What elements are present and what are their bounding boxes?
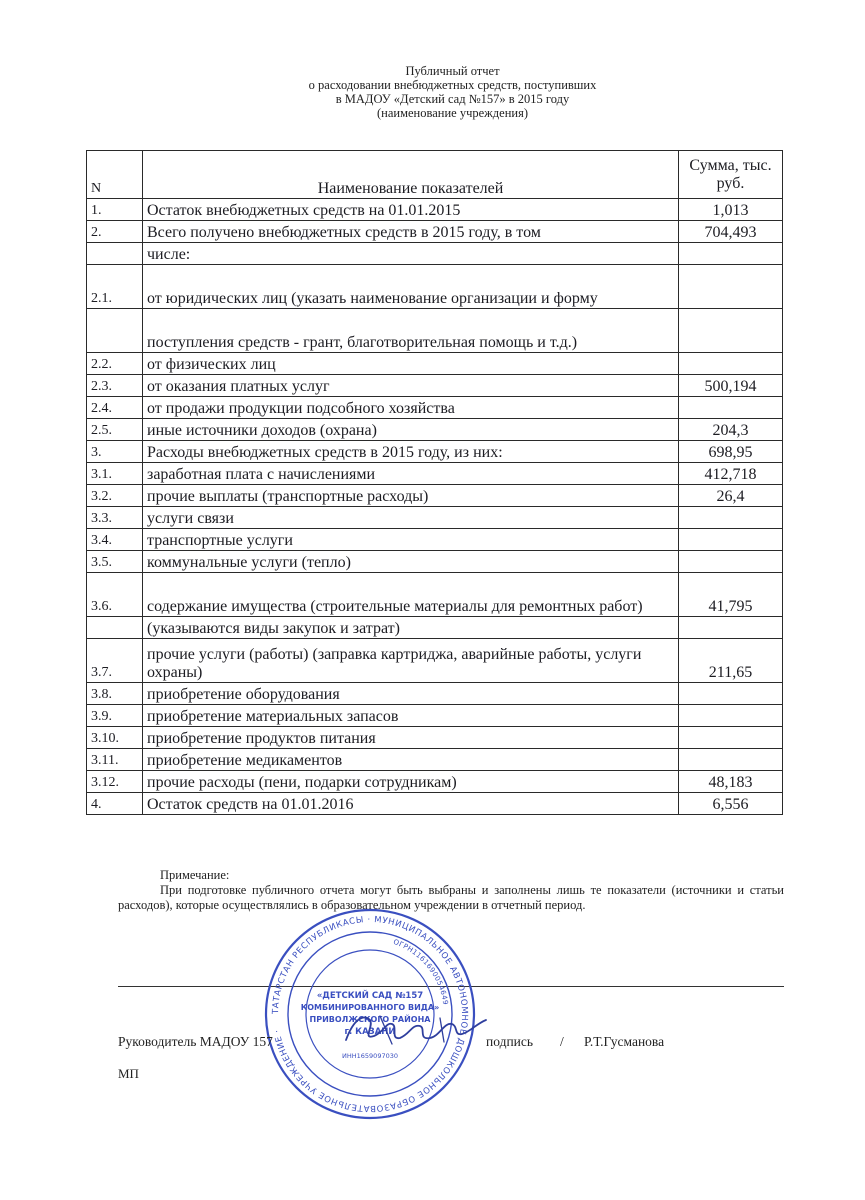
row-number: 3.5. — [87, 551, 143, 573]
row-number: 3.1. — [87, 463, 143, 485]
row-number — [87, 309, 143, 353]
signature-separator: / — [560, 1034, 564, 1049]
header-institution: в МАДОУ «Детский сад №157» в 2015 году — [335, 92, 570, 106]
row-sum — [679, 529, 783, 551]
table-row — [87, 573, 783, 617]
table-row — [87, 705, 783, 727]
row-number: 4. — [87, 793, 143, 815]
row-indicator-name: числе: — [143, 243, 679, 265]
row-indicator-name: прочие услуги (работы) (заправка картриджа, аварийные работы, услуги охраны) — [143, 639, 679, 683]
table-row — [87, 199, 783, 221]
row-indicator-name: прочие расходы (пени, подарки сотрудникам) — [143, 771, 679, 793]
row-indicator-name: заработная плата с начислениями — [143, 463, 679, 485]
table-row — [87, 463, 783, 485]
row-indicator-name: от продажи продукции подсобного хозяйства — [143, 397, 679, 419]
report-header — [0, 64, 865, 120]
row-indicator-name: прочие выплаты (транспортные расходы) — [143, 485, 679, 507]
table-row — [87, 507, 783, 529]
table-row — [87, 221, 783, 243]
row-indicator-name: Расходы внебюджетных средств в 2015 году, из них: — [143, 441, 679, 463]
table-row — [87, 639, 783, 683]
column-header-name: Наименование показателей — [143, 151, 679, 199]
row-number: 3.12. — [87, 771, 143, 793]
table-row — [87, 617, 783, 639]
row-indicator-name: (указываются виды закупок и затрат) — [143, 617, 679, 639]
row-number: 3.2. — [87, 485, 143, 507]
row-number: 2.1. — [87, 265, 143, 309]
row-sum — [679, 705, 783, 727]
row-number: 2. — [87, 221, 143, 243]
row-sum — [679, 265, 783, 309]
row-indicator-name: от юридических лиц (указать наименование организации и форму — [143, 265, 679, 309]
row-sum — [679, 243, 783, 265]
table-row — [87, 419, 783, 441]
note-text: При подготовке публичного отчета могут быть выбраны и заполнены лишь те показатели (источники и статьи расходов), которые осуществлялись в образовательном учреждении в отчетный период. — [118, 883, 784, 912]
table-row — [87, 771, 783, 793]
column-header-num: N — [87, 151, 143, 199]
header-title: Публичный отчет — [405, 64, 500, 78]
seal-outer-text: ТАТАРСТАН РЕСПУБЛИКАСЫ · МУНИЦИПАЛЬНОЕ АВТОНОМНОЕ ДОШКОЛЬНОЕ ОБРАЗОВАТЕЛЬНОЕ УЧРЕЖДЕНИЕ · — [270, 914, 470, 1114]
row-number: 3.11. — [87, 749, 143, 771]
table-row — [87, 375, 783, 397]
row-indicator-name: услуги связи — [143, 507, 679, 529]
svg-text:г. КАЗАНИ: г. КАЗАНИ — [344, 1027, 396, 1037]
table-row — [87, 793, 783, 815]
row-sum — [679, 397, 783, 419]
row-indicator-name: приобретение медикаментов — [143, 749, 679, 771]
svg-text:ПРИВОЛЖСКОГО РАЙОНА: ПРИВОЛЖСКОГО РАЙОНА — [309, 1015, 431, 1024]
row-sum — [679, 551, 783, 573]
table-body — [87, 199, 783, 815]
table-row — [87, 683, 783, 705]
row-indicator-name: Остаток средств на 01.01.2016 — [143, 793, 679, 815]
row-number: 2.2. — [87, 353, 143, 375]
table-row — [87, 397, 783, 419]
row-indicator-name: приобретение продуктов питания — [143, 727, 679, 749]
row-sum — [679, 749, 783, 771]
row-number: 3.8. — [87, 683, 143, 705]
row-number — [87, 617, 143, 639]
row-indicator-name: Остаток внебюджетных средств на 01.01.2015 — [143, 199, 679, 221]
row-indicator-name: транспортные услуги — [143, 529, 679, 551]
table-header-row — [87, 151, 783, 199]
row-sum: 204,3 — [679, 419, 783, 441]
header-subtitle: о расходовании внебюджетных средств, поступивших — [308, 78, 597, 92]
row-indicator-name: коммунальные услуги (тепло) — [143, 551, 679, 573]
table-row — [87, 485, 783, 507]
row-sum: 41,795 — [679, 573, 783, 617]
row-indicator-name: от оказания платных услуг — [143, 375, 679, 397]
row-number: 3.6. — [87, 573, 143, 617]
row-indicator-name: иные источники доходов (охрана) — [143, 419, 679, 441]
row-number: 2.5. — [87, 419, 143, 441]
row-number: 2.3. — [87, 375, 143, 397]
row-indicator-name: приобретение оборудования — [143, 683, 679, 705]
report-table — [86, 150, 783, 815]
row-sum: 1,013 — [679, 199, 783, 221]
row-sum: 6,556 — [679, 793, 783, 815]
row-sum: 500,194 — [679, 375, 783, 397]
signature-label: подпись — [486, 1034, 534, 1049]
table-row — [87, 727, 783, 749]
row-indicator-name: приобретение материальных запасов — [143, 705, 679, 727]
row-number: 3.9. — [87, 705, 143, 727]
row-number: 3.3. — [87, 507, 143, 529]
row-sum — [679, 507, 783, 529]
row-indicator-name: поступления средств - грант, благотворительная помощь и т.д.) — [143, 309, 679, 353]
row-sum: 704,493 — [679, 221, 783, 243]
row-sum: 48,183 — [679, 771, 783, 793]
row-sum — [679, 309, 783, 353]
table-row — [87, 551, 783, 573]
table-row — [87, 749, 783, 771]
row-number: 3. — [87, 441, 143, 463]
handwritten-signature — [340, 1010, 490, 1050]
row-number: 2.4. — [87, 397, 143, 419]
signer-name: Р.Т.Гусманова — [584, 1034, 665, 1049]
table-row — [87, 243, 783, 265]
row-sum: 412,718 — [679, 463, 783, 485]
row-sum: 26,4 — [679, 485, 783, 507]
row-indicator-name: содержание имущества (строительные материалы для ремонтных работ) — [143, 573, 679, 617]
header-caption: (наименование учреждения) — [377, 106, 528, 120]
row-sum — [679, 617, 783, 639]
row-indicator-name: от физических лиц — [143, 353, 679, 375]
row-number: 1. — [87, 199, 143, 221]
signer-role: Руководитель МАДОУ 157 — [118, 1034, 273, 1049]
table-row — [87, 353, 783, 375]
table-row — [87, 265, 783, 309]
column-header-sum: Сумма, тыс. руб. — [679, 151, 783, 199]
svg-text:ИНН1659097030: ИНН1659097030 — [342, 1052, 398, 1060]
row-number: 3.7. — [87, 639, 143, 683]
row-indicator-name: Всего получено внебюджетных средств в 2015 году, в том — [143, 221, 679, 243]
table-row — [87, 441, 783, 463]
row-sum: 698,95 — [679, 441, 783, 463]
row-number: 3.10. — [87, 727, 143, 749]
svg-text:«ДЕТСКИЙ САД №157: «ДЕТСКИЙ САД №157 — [316, 991, 424, 1001]
row-number: 3.4. — [87, 529, 143, 551]
row-sum — [679, 727, 783, 749]
svg-text:КОМБИНИРОВАННОГО ВИДА»: КОМБИНИРОВАННОГО ВИДА» — [300, 1003, 440, 1012]
table-row — [87, 529, 783, 551]
seal-ogrn-text: ОГРН1161690054649 — [392, 937, 450, 1006]
table-row — [87, 309, 783, 353]
row-sum: 211,65 — [679, 639, 783, 683]
row-sum — [679, 353, 783, 375]
note-title: Примечание: — [160, 868, 230, 882]
row-sum — [679, 683, 783, 705]
row-number — [87, 243, 143, 265]
seal-place-label: МП — [118, 1066, 139, 1081]
